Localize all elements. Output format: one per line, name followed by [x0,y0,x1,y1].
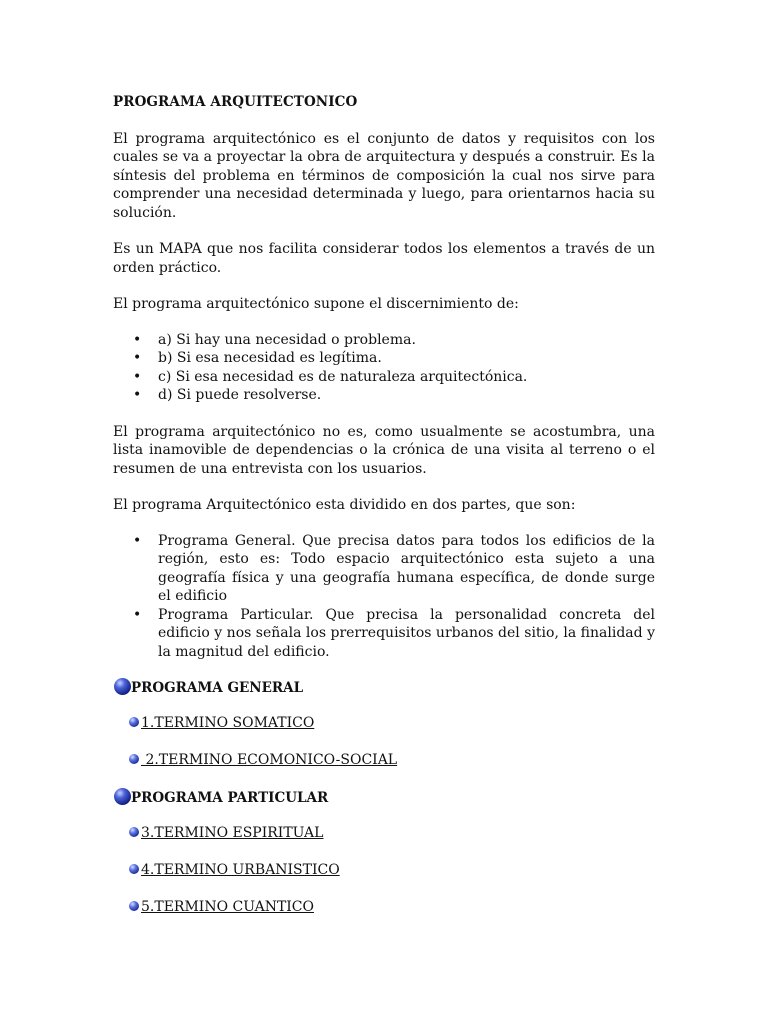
bullet-icon: • [133,368,142,385]
partes-list [113,532,655,662]
section-heading-particular: PROGRAMA PARTICULAR [113,787,655,809]
link-row [113,860,655,880]
link-termino-economico-social[interactable]: 2.TERMINO ECOMONICO-SOCIAL [141,752,398,768]
blue-sphere-icon [129,754,139,764]
list-item: • a) Si hay una necesidad o problema. [133,331,416,348]
bullet-icon: • [133,350,142,366]
paragraph-definition: El programa arquitectónico es el conjunto de datos y requisitos con los cuales se va a proyectar la obra de arquitectura y después a construir. Es la síntesis del problema en términos de composición la cual nos sirve para comprender una necesidad determinada y luego, para orientarnos hacia su solución. [113,130,655,221]
page-title: PROGRAMA ARQUITECTONICO [113,94,358,110]
paragraph-mapa: Es un MAPA que nos facilita considerar todos los elementos a través de un orden práctico. [113,241,655,276]
blue-sphere-icon [129,864,139,874]
link-row [113,897,655,917]
link-termino-urbanistico[interactable]: 4.TERMINO URBANISTICO [141,862,340,878]
bullet-icon: • [133,331,142,348]
list-item: • Programa General. Que precisa datos para todos los edificios de la región, esto es: Todo espacio arquitectónico esta sujeto a una geografía física y una geografía humana específica, de donde surge el edificio [133,532,655,604]
link-row [113,823,655,843]
discernimiento-list [113,331,655,405]
link-termino-espiritual[interactable]: 3.TERMINO ESPIRITUAL [141,825,324,841]
blue-sphere-icon [129,901,139,911]
bullet-icon: • [133,387,142,403]
section-heading-general: PROGRAMA GENERAL [113,677,655,699]
link-termino-somatico[interactable]: 1.TERMINO SOMATICO [141,715,315,731]
bullet-icon: • [133,606,142,623]
link-row [113,713,655,733]
blue-sphere-icon [114,788,131,805]
blue-sphere-icon [114,678,131,695]
bullet-icon: • [133,532,142,549]
document-page [113,93,655,934]
paragraph-no-es: El programa arquitectónico no es, como usualmente se acostumbra, una lista inamovible de dependencias o la crónica de una visita al terreno o el resumen de una entrevista con los usuarios. [113,423,655,477]
link-termino-cuantico[interactable]: 5.TERMINO CUANTICO [141,899,314,915]
list-item: • Programa Particular. Que precisa la personalidad concreta del edificio y nos señala los prerrequisitos urbanos del sitio, la finalidad y la magnitud del edificio. [133,606,655,660]
paragraph-discernimiento: El programa arquitectónico supone el discernimiento de: [113,296,519,312]
blue-sphere-icon [129,717,139,727]
link-row [113,750,655,770]
blue-sphere-icon [129,827,139,837]
paragraph-dos-partes: El programa Arquitectónico esta dividido en dos partes, que son: [113,497,576,513]
list-item: • d) Si puede resolverse. [133,387,322,403]
list-item: • b) Si esa necesidad es legítima. [133,350,382,366]
list-item: • c) Si esa necesidad es de naturaleza arquitectónica. [133,368,528,385]
